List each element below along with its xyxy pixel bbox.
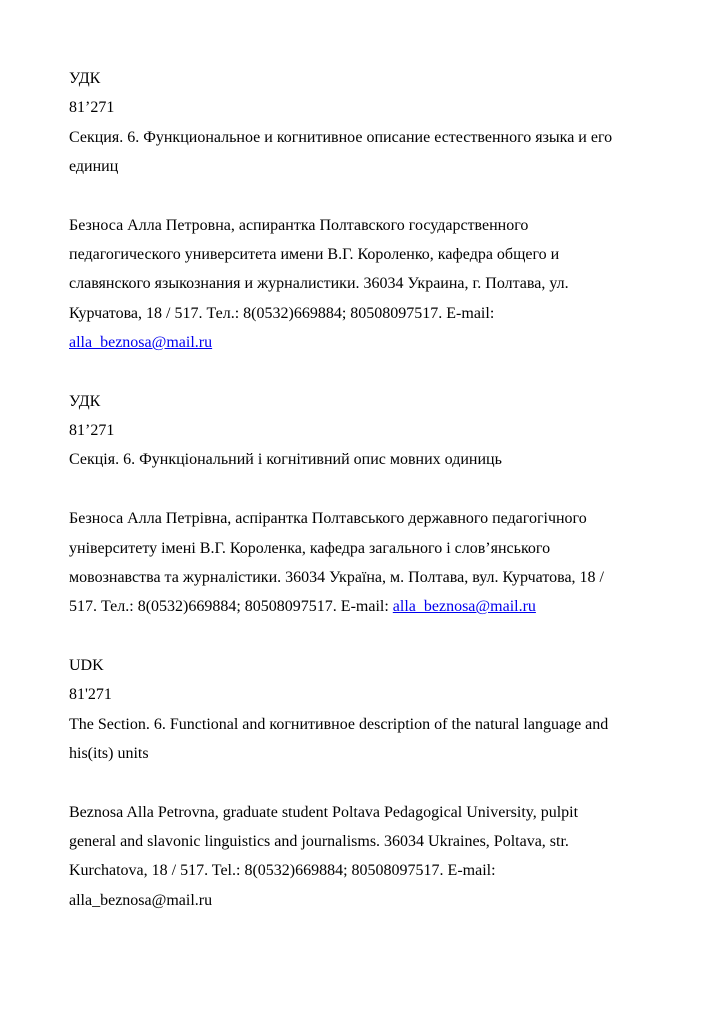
author-ru-line: славянского языкознания и журналистики. 36034 Украина, г. Полтава, ул. bbox=[69, 275, 569, 293]
spacer bbox=[69, 475, 669, 504]
author-en-line: general and slavonic linguistics and journalisms. 36034 Ukraines, Poltava, str. bbox=[69, 832, 569, 850]
udk-code-uk: 81’271 bbox=[69, 422, 115, 440]
email-link-uk[interactable]: alla_beznosa@mail.ru bbox=[392, 598, 536, 616]
email-text-en: alla_beznosa@mail.ru bbox=[69, 891, 213, 909]
section-en-line: The Section. 6. Functional and когнитивное description of the natural language and bbox=[69, 715, 609, 733]
author-en-line: Beznosa Alla Petrovna, graduate student Poltava Pedagogical University, pulpit bbox=[69, 803, 579, 821]
author-ru-line: педагогического университета имени В.Г. Короленко, кафедра общего и bbox=[69, 246, 560, 264]
udk-label-ru: УДК bbox=[69, 70, 101, 87]
author-uk-line-last bbox=[69, 592, 669, 621]
section-ru-line: Секция. 6. Функциональное и когнитивное описание естественного языка и его bbox=[69, 128, 613, 146]
document-page bbox=[69, 64, 669, 915]
udk-label-en: UDK bbox=[69, 656, 104, 674]
spacer bbox=[69, 622, 669, 651]
author-ru-line: Безноса Алла Петровна, аспирантка Полтавского государственного bbox=[69, 216, 529, 234]
section-en-line: his(its) units bbox=[69, 744, 149, 762]
spacer bbox=[69, 768, 669, 797]
author-uk-line: мовознавства та журналістики. 36034 Україна, м. Полтава, вул. Курчатова, 18 / bbox=[69, 568, 604, 586]
email-link-ru[interactable]: alla_beznosa@mail.ru bbox=[69, 334, 213, 352]
author-en-line: Kurchatova, 18 / 517. Tel.: 8(0532)669884; 80508097517. E-mail: bbox=[69, 862, 496, 880]
section-ru-line: единиц bbox=[69, 158, 119, 176]
udk-code-en: 81'271 bbox=[69, 686, 112, 704]
spacer bbox=[69, 357, 669, 386]
section-uk-line: Секція. 6. Функціональний і когнітивний опис мовних одиниць bbox=[69, 451, 502, 469]
udk-code-ru: 81’271 bbox=[69, 99, 115, 117]
author-uk-contact: 517. Тел.: 8(0532)669884; 80508097517. E-mail: bbox=[69, 598, 393, 616]
author-ru-line: Курчатова, 18 / 517. Тел.: 8(0532)669884; 80508097517. E-mail: bbox=[69, 304, 495, 322]
author-uk-line: університету імені В.Г. Короленка, кафедра загального і слов’янського bbox=[69, 539, 551, 557]
udk-label-uk: УДК bbox=[69, 392, 101, 410]
author-uk-line: Безноса Алла Петрівна, аспірантка Полтавського державного педагогічного bbox=[69, 510, 587, 528]
spacer bbox=[69, 181, 669, 210]
